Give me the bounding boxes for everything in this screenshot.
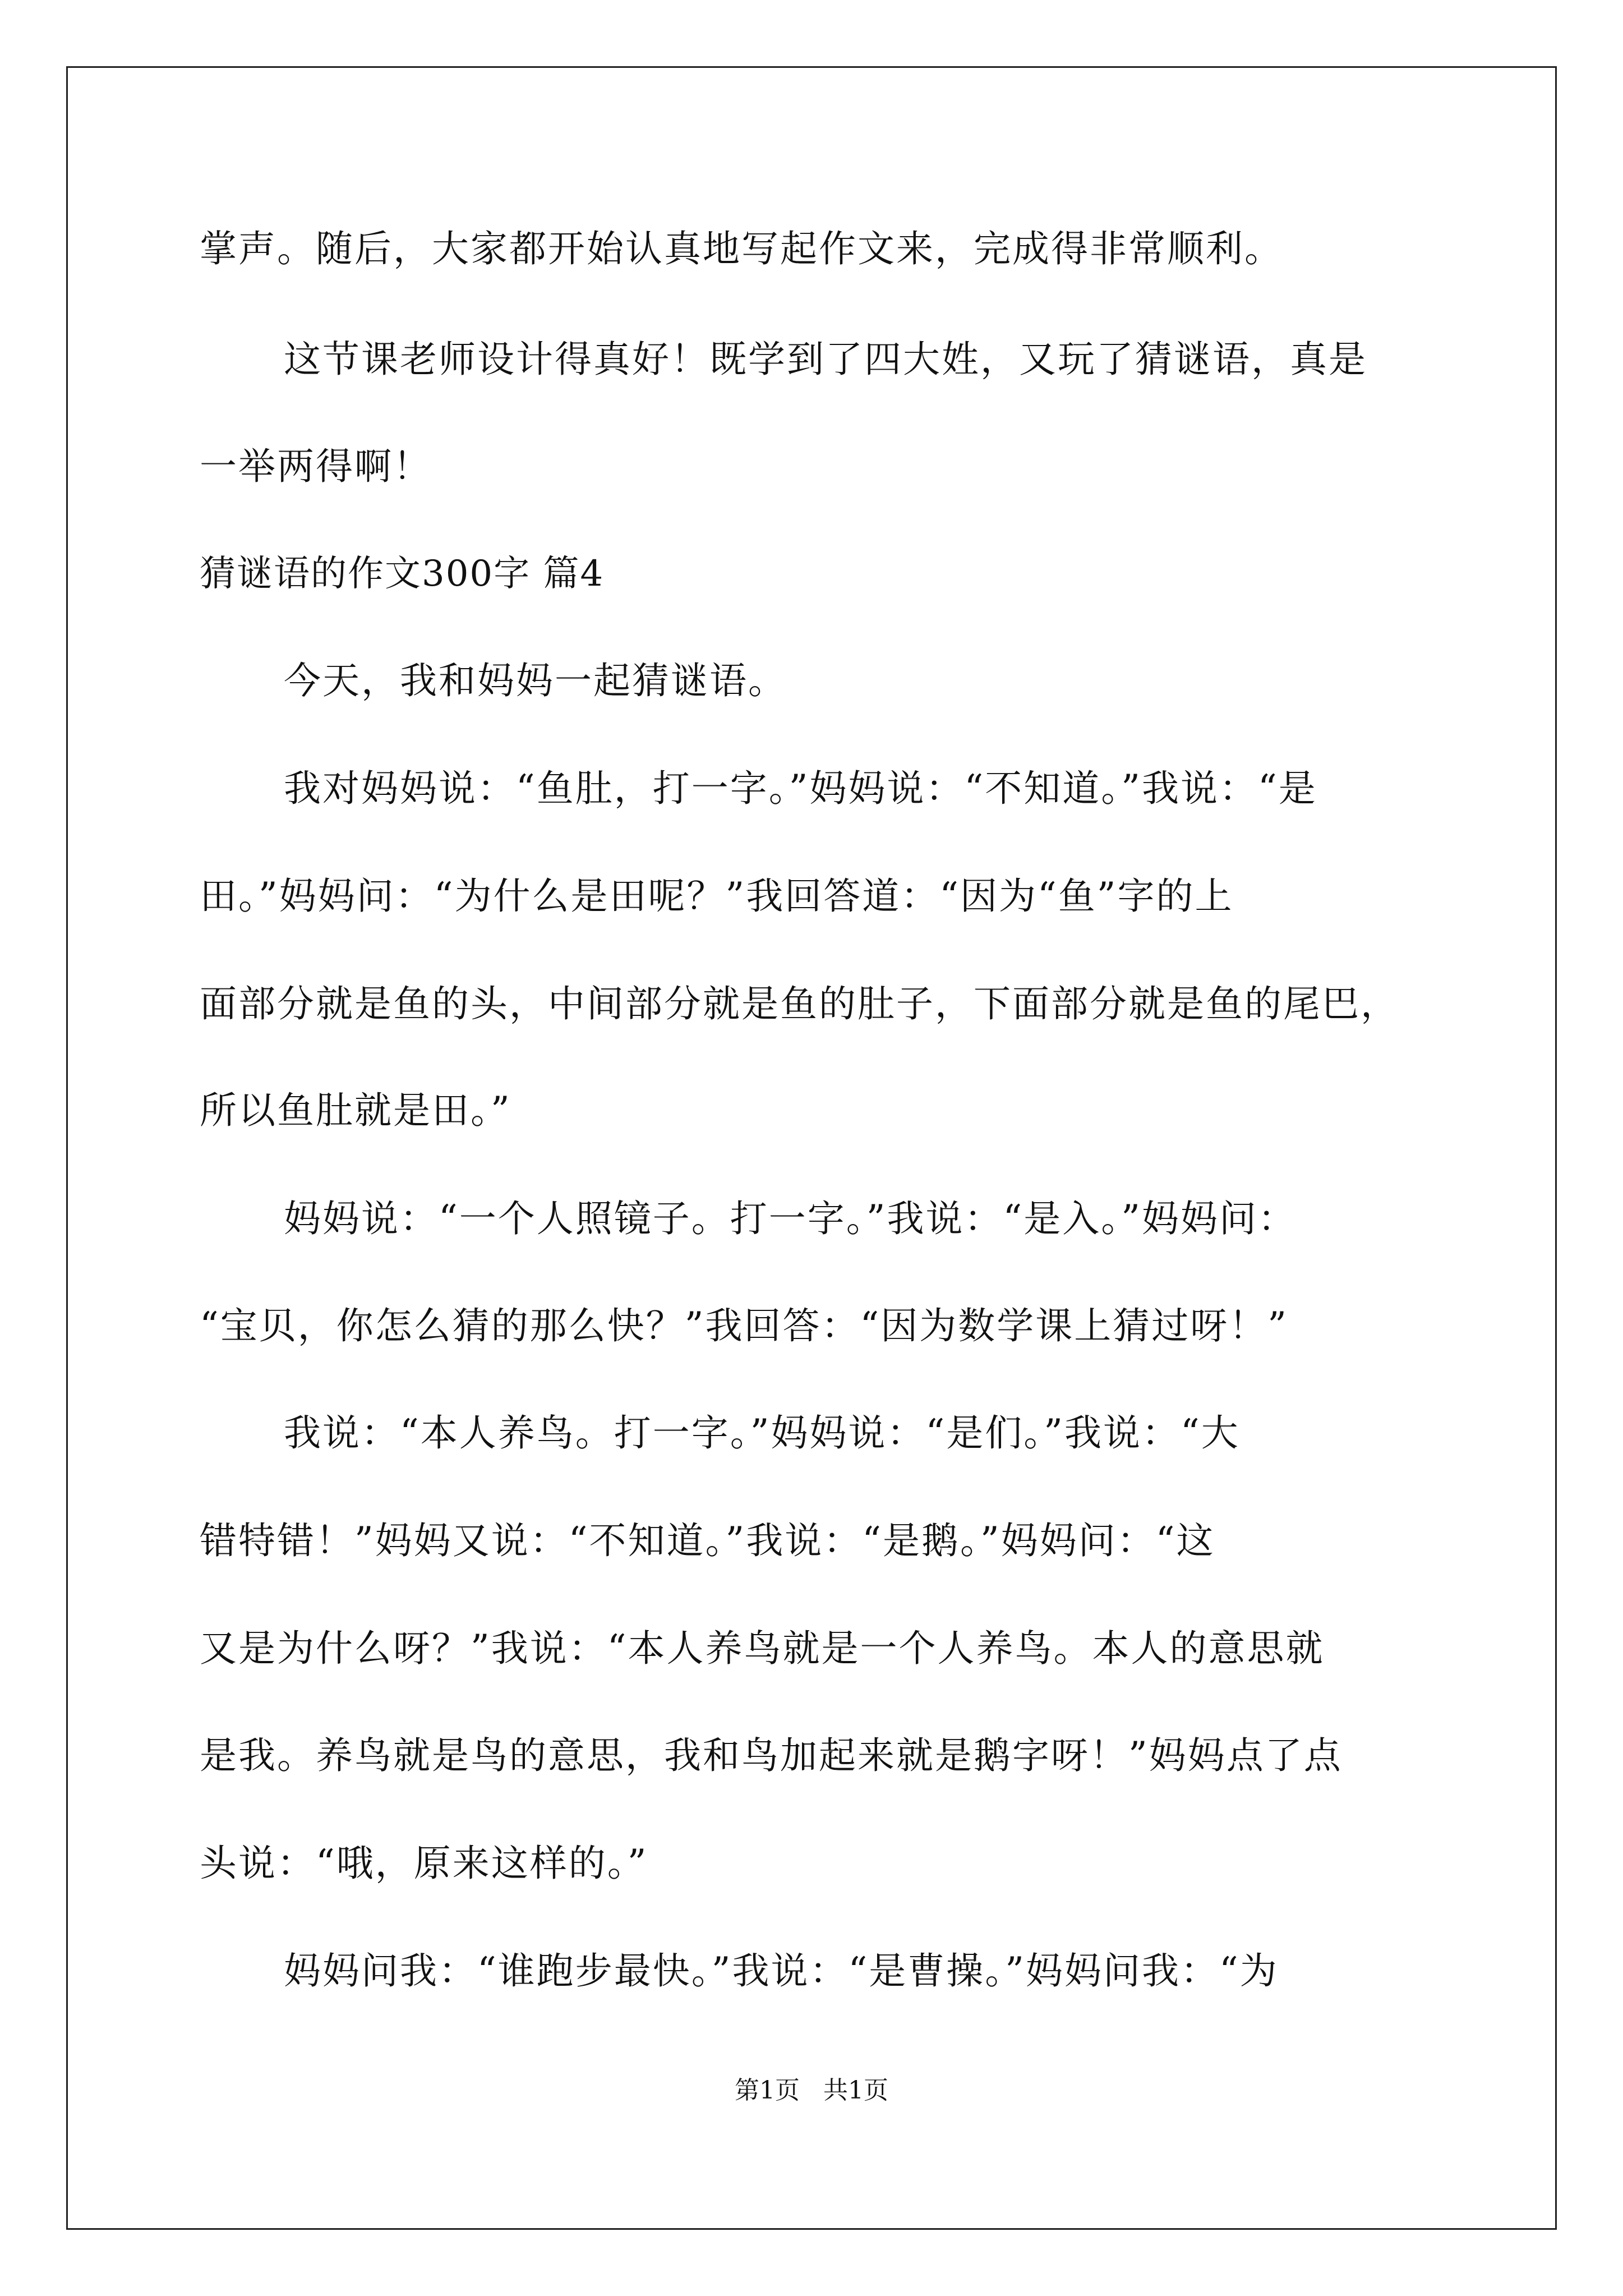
paragraph-line: 妈妈问我：“谁跑步最快。”我说：“是曹操。”妈妈问我：“为 bbox=[284, 1949, 1279, 1993]
section-heading: 猜谜语的作文300字 篇4 bbox=[200, 553, 605, 595]
paragraph-line: 所以鱼肚就是田。” bbox=[200, 1089, 511, 1132]
paragraph-line: 我说：“本人养鸟。打一字。”妈妈说：“是们。”我说：“大 bbox=[284, 1411, 1240, 1455]
paragraph-line: 妈妈说：“一个人照镜子。打一字。”我说：“是入。”妈妈问： bbox=[284, 1197, 1297, 1240]
paragraph-line: 我对妈妈说：“鱼肚，打一字。”妈妈说：“不知道。”我说：“是 bbox=[284, 767, 1317, 810]
paragraph-line: 头说：“哦，原来这样的。” bbox=[200, 1842, 648, 1885]
paragraph-line: 面部分就是鱼的头，中间部分就是鱼的肚子，下面部分就是鱼的尾巴， bbox=[200, 982, 1399, 1025]
paragraph-line: 又是为什么呀？”我说：“本人养鸟就是一个人养鸟。本人的意思就 bbox=[200, 1627, 1325, 1670]
paragraph-line: 田。”妈妈问：“为什么是田呢？”我回答道：“因为“鱼”字的上 bbox=[200, 875, 1234, 918]
page-footer: 第1页 共1页 bbox=[735, 2076, 888, 2105]
paragraph-line: 掌声。随后，大家都开始认真地写起作文来，完成得非常顺利。 bbox=[200, 227, 1283, 270]
page-border bbox=[66, 66, 1557, 2230]
paragraph-line: 这节课老师设计得真好！既学到了四大姓，又玩了猜谜语，真是 bbox=[284, 338, 1367, 381]
paragraph-line: 一举两得啊！ bbox=[200, 445, 432, 488]
paragraph-line: “宝贝，你怎么猜的那么快？”我回答：“因为数学课上猜过呀！” bbox=[200, 1304, 1288, 1347]
paragraph-line: 错特错！”妈妈又说：“不知道。”我说：“是鹅。”妈妈问：“这 bbox=[200, 1519, 1215, 1562]
paragraph-line: 今天，我和妈妈一起猜谜语。 bbox=[284, 659, 787, 702]
paragraph-line: 是我。养鸟就是鸟的意思，我和鸟加起来就是鹅字呀！”妈妈点了点 bbox=[200, 1734, 1343, 1777]
